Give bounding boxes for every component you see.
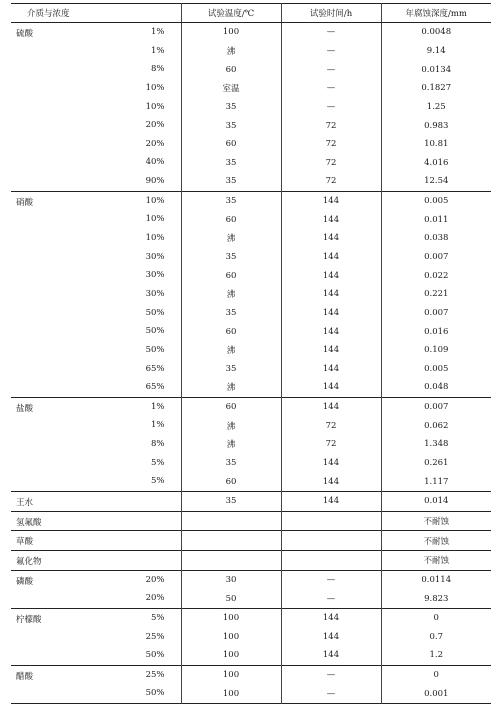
- test-time-cell: 144: [281, 229, 381, 248]
- medium-concentration-cell: [11, 248, 181, 267]
- corrosion-depth-cell: 0.007: [424, 252, 449, 262]
- medium-concentration-cell: [11, 435, 181, 454]
- table-row: [11, 550, 491, 570]
- test-time-cell: —: [281, 684, 381, 703]
- concentration: 50%: [145, 688, 165, 699]
- test-temperature-cell: 35: [181, 172, 281, 191]
- concentration: 1%: [151, 401, 165, 412]
- medium-concentration-cell: [11, 229, 181, 248]
- corrosion-depth-cell: 0: [381, 608, 491, 627]
- test-temperature-cell: [181, 550, 281, 570]
- test-time-cell: 144: [281, 248, 381, 267]
- corrosion-depth-cell: 9.14: [426, 45, 446, 56]
- medium-name: 磷酸: [16, 576, 34, 587]
- concentration: 40%: [145, 157, 165, 168]
- test-temperature-cell: 60: [181, 266, 281, 285]
- concentration: 50%: [145, 326, 165, 337]
- test-temperature-cell: 60: [181, 60, 281, 79]
- medium-name: 王水: [16, 498, 34, 509]
- test-temperature-cell: 35: [181, 191, 281, 210]
- table-row: [11, 646, 491, 665]
- medium-concentration-cell: [11, 153, 181, 172]
- corrosion-depth-cell: 0.261: [424, 458, 449, 469]
- test-time-cell: 144: [281, 472, 381, 491]
- medium-concentration-cell: [11, 665, 181, 684]
- corrosion-depth-cell: 0.005: [381, 191, 491, 210]
- table-row: [11, 98, 491, 117]
- header-test-time: 试验时间/h: [281, 4, 381, 23]
- test-temperature-cell: 沸: [181, 42, 281, 61]
- test-temperature-cell: 室温: [181, 79, 281, 98]
- corrosion-depth-cell: 1.2: [429, 650, 444, 661]
- medium-concentration-cell: [11, 628, 181, 647]
- table-header: [11, 4, 491, 23]
- concentration: 25%: [145, 669, 165, 680]
- medium-concentration-cell: [11, 378, 181, 397]
- corrosion-data-table: [11, 3, 491, 704]
- table-row: [11, 191, 491, 210]
- test-time-cell: 144: [281, 322, 381, 341]
- test-time-cell: 72: [281, 135, 381, 154]
- test-time-cell: 72: [281, 172, 381, 191]
- medium-concentration-cell: [11, 172, 181, 191]
- test-temperature-cell: 沸: [181, 435, 281, 454]
- test-temperature-cell: 100: [181, 646, 281, 665]
- table-row: [11, 570, 491, 589]
- corrosion-depth-cell: 0.038: [424, 233, 449, 244]
- test-time-cell: 144: [281, 646, 381, 665]
- test-temperature-cell: 60: [181, 472, 281, 491]
- medium-name: 醋酸: [16, 671, 34, 682]
- table-row: [11, 285, 491, 304]
- table-row: [11, 79, 491, 98]
- concentration: 30%: [145, 251, 165, 262]
- table-row: [11, 153, 491, 172]
- corrosion-depth-cell: 0.1827: [421, 83, 452, 94]
- corrosion-depth-cell: 0.0048: [421, 27, 452, 38]
- test-time-cell: 72: [281, 435, 381, 454]
- table-row: [11, 472, 491, 491]
- test-time-cell: 144: [281, 454, 381, 473]
- medium-concentration-cell: [11, 322, 181, 341]
- medium-concentration-cell: [11, 210, 181, 229]
- test-time-cell: 72: [281, 153, 381, 172]
- table-row: [11, 210, 491, 229]
- test-temperature-cell: 35: [181, 98, 281, 117]
- corrosion-depth-cell: 0.007: [381, 397, 491, 416]
- test-temperature-cell: 50: [181, 589, 281, 608]
- test-time-cell: 144: [281, 378, 381, 397]
- medium-concentration-cell: [11, 646, 181, 665]
- medium-concentration-cell: [11, 285, 181, 304]
- concentration: 10%: [145, 214, 165, 225]
- test-time-cell: 144: [281, 266, 381, 285]
- test-time-cell: 144: [281, 304, 381, 323]
- test-temperature-cell: 60: [181, 322, 281, 341]
- medium-concentration-cell: [11, 266, 181, 285]
- concentration: 30%: [145, 270, 165, 281]
- test-time-cell: —: [281, 42, 381, 61]
- corrosion-depth-cell: 0.983: [424, 120, 449, 131]
- corrosion-depth-cell: 0.005: [424, 363, 449, 374]
- concentration: 1%: [151, 420, 165, 431]
- test-temperature-cell: 沸: [181, 341, 281, 360]
- test-time-cell: 144: [281, 285, 381, 304]
- medium-name: 草酸: [16, 537, 34, 548]
- corrosion-depth-cell: 12.54: [424, 176, 449, 187]
- corrosion-depth-cell: 1.348: [424, 439, 449, 450]
- concentration: 25%: [145, 631, 165, 642]
- concentration: 30%: [145, 288, 165, 299]
- corrosion-depth-cell: 1.117: [424, 476, 449, 487]
- corrosion-depth-cell: 1.25: [426, 101, 446, 112]
- table-row: [11, 589, 491, 608]
- corrosion-table-page: [11, 3, 491, 704]
- concentration: 65%: [145, 363, 165, 374]
- table-row: [11, 684, 491, 703]
- corrosion-depth-cell: 0.0114: [381, 570, 491, 589]
- table-row: [11, 42, 491, 61]
- test-time-cell: 144: [281, 492, 381, 512]
- test-temperature-cell: 沸: [181, 285, 281, 304]
- corrosion-depth-cell: 0.001: [424, 688, 449, 699]
- test-time-cell: 144: [281, 608, 381, 627]
- header-row: [11, 4, 491, 23]
- test-time-cell: —: [281, 589, 381, 608]
- corrosion-depth-cell: 0.221: [424, 289, 449, 300]
- test-temperature-cell: 沸: [181, 378, 281, 397]
- corrosion-depth-cell: 0.062: [424, 420, 449, 431]
- concentration: 20%: [145, 138, 165, 149]
- medium-concentration-cell: [11, 492, 181, 512]
- table-row: [11, 531, 491, 551]
- table-row: [11, 378, 491, 397]
- medium-concentration-cell: [11, 511, 181, 531]
- medium-name: 氢氟酸: [16, 517, 42, 528]
- table-row: [11, 23, 491, 42]
- test-temperature-cell: 35: [181, 116, 281, 135]
- medium-concentration-cell: [11, 23, 181, 42]
- table-row: [11, 608, 491, 627]
- concentration: 10%: [145, 195, 165, 206]
- concentration: 65%: [145, 382, 165, 393]
- test-temperature-cell: 沸: [181, 416, 281, 435]
- test-temperature-cell: [181, 531, 281, 551]
- header-medium-concentration: 介质与浓度: [11, 4, 181, 23]
- concentration: 5%: [151, 457, 165, 468]
- corrosion-depth-cell: 0.109: [424, 345, 449, 356]
- medium-concentration-cell: [11, 570, 181, 589]
- test-time-cell: 144: [281, 360, 381, 379]
- test-time-cell: 144: [281, 341, 381, 360]
- test-time-cell: 72: [281, 116, 381, 135]
- concentration: 1%: [151, 27, 165, 37]
- test-temperature-cell: 35: [181, 304, 281, 323]
- medium-concentration-cell: [11, 472, 181, 491]
- medium-name: 氟化物: [16, 556, 42, 567]
- corrosion-depth-cell: 0.011: [424, 214, 449, 225]
- test-time-cell: —: [281, 60, 381, 79]
- medium-name: 柠檬酸: [16, 614, 42, 625]
- concentration: 10%: [145, 82, 165, 93]
- test-time-cell: —: [281, 79, 381, 98]
- table-row: [11, 454, 491, 473]
- concentration: 10%: [145, 101, 165, 112]
- table-row: [11, 135, 491, 154]
- test-temperature-cell: 60: [181, 135, 281, 154]
- header-test-temperature: 试验温度/℃: [181, 4, 281, 23]
- medium-name: 盐酸: [16, 403, 34, 414]
- corrosion-depth-cell: 0.022: [424, 270, 449, 281]
- concentration: 10%: [145, 233, 165, 244]
- corrosion-depth-cell: 不耐蚀: [381, 511, 491, 531]
- corrosion-depth-cell: 不耐蚀: [381, 531, 491, 551]
- concentration: 20%: [145, 593, 165, 604]
- test-temperature-cell: 35: [181, 153, 281, 172]
- test-temperature-cell: 100: [181, 665, 281, 684]
- corrosion-depth-cell: 0: [381, 665, 491, 684]
- test-temperature-cell: 35: [181, 248, 281, 267]
- table-row: [11, 60, 491, 79]
- table-row: [11, 248, 491, 267]
- test-temperature-cell: [181, 511, 281, 531]
- test-temperature-cell: 60: [181, 397, 281, 416]
- test-time-cell: —: [281, 570, 381, 589]
- medium-concentration-cell: [11, 684, 181, 703]
- test-time-cell: —: [281, 665, 381, 684]
- test-temperature-cell: 30: [181, 570, 281, 589]
- corrosion-depth-cell: 0.016: [424, 326, 449, 337]
- test-time-cell: [281, 531, 381, 551]
- medium-name: 硝酸: [16, 197, 34, 208]
- concentration: 50%: [145, 307, 165, 318]
- header-annual-corrosion-depth: 年腐蚀深度/mm: [381, 4, 491, 23]
- test-time-cell: [281, 550, 381, 570]
- test-temperature-cell: 100: [181, 684, 281, 703]
- corrosion-depth-cell: 10.81: [424, 139, 449, 150]
- table-row: [11, 304, 491, 323]
- medium-concentration-cell: [11, 98, 181, 117]
- test-temperature-cell: 35: [181, 454, 281, 473]
- test-temperature-cell: 100: [181, 628, 281, 647]
- test-time-cell: 144: [281, 191, 381, 210]
- medium-concentration-cell: [11, 135, 181, 154]
- test-temperature-cell: 35: [181, 492, 281, 512]
- medium-concentration-cell: [11, 116, 181, 135]
- medium-concentration-cell: [11, 304, 181, 323]
- corrosion-depth-cell: 0.014: [381, 492, 491, 512]
- test-temperature-cell: 沸: [181, 229, 281, 248]
- concentration: 20%: [145, 574, 165, 585]
- test-temperature-cell: 35: [181, 360, 281, 379]
- corrosion-depth-cell: 9.823: [424, 593, 449, 604]
- table-row: [11, 322, 491, 341]
- medium-concentration-cell: [11, 60, 181, 79]
- concentration: 8%: [151, 439, 165, 450]
- table-row: [11, 229, 491, 248]
- test-time-cell: [281, 511, 381, 531]
- table-row: [11, 492, 491, 512]
- test-time-cell: —: [281, 23, 381, 42]
- medium-concentration-cell: [11, 589, 181, 608]
- corrosion-depth-cell: 0.7: [429, 631, 444, 642]
- concentration: 5%: [151, 612, 165, 623]
- concentration: 90%: [145, 176, 165, 187]
- table-row: [11, 360, 491, 379]
- table-row: [11, 397, 491, 416]
- test-temperature-cell: 60: [181, 210, 281, 229]
- medium-concentration-cell: [11, 454, 181, 473]
- concentration: 1%: [151, 45, 165, 56]
- medium-concentration-cell: [11, 397, 181, 416]
- medium-concentration-cell: [11, 191, 181, 210]
- table-row: [11, 266, 491, 285]
- table-row: [11, 116, 491, 135]
- concentration: 8%: [151, 64, 165, 75]
- test-time-cell: —: [281, 98, 381, 117]
- medium-concentration-cell: [11, 341, 181, 360]
- table-row: [11, 341, 491, 360]
- table-row: [11, 435, 491, 454]
- medium-concentration-cell: [11, 531, 181, 551]
- corrosion-depth-cell: 4.016: [424, 157, 449, 168]
- medium-concentration-cell: [11, 416, 181, 435]
- table-row: [11, 172, 491, 191]
- test-temperature-cell: 100: [181, 23, 281, 42]
- table-row: [11, 628, 491, 647]
- table-row: [11, 416, 491, 435]
- medium-concentration-cell: [11, 42, 181, 61]
- table-body: [11, 23, 491, 704]
- table-row: [11, 511, 491, 531]
- concentration: 50%: [145, 344, 165, 355]
- medium-concentration-cell: [11, 79, 181, 98]
- medium-concentration-cell: [11, 608, 181, 627]
- medium-name: 硫酸: [16, 29, 34, 39]
- concentration: 50%: [145, 650, 165, 661]
- concentration: 20%: [145, 120, 165, 131]
- corrosion-depth-cell: 0.048: [424, 382, 449, 393]
- test-temperature-cell: 100: [181, 608, 281, 627]
- test-time-cell: 144: [281, 397, 381, 416]
- corrosion-depth-cell: 不耐蚀: [381, 550, 491, 570]
- table-row: [11, 665, 491, 684]
- corrosion-depth-cell: 0.007: [424, 307, 449, 318]
- test-time-cell: 144: [281, 628, 381, 647]
- test-time-cell: 72: [281, 416, 381, 435]
- medium-concentration-cell: [11, 550, 181, 570]
- medium-concentration-cell: [11, 360, 181, 379]
- concentration: 5%: [151, 476, 165, 487]
- corrosion-depth-cell: 0.0134: [421, 64, 452, 75]
- test-time-cell: 144: [281, 210, 381, 229]
